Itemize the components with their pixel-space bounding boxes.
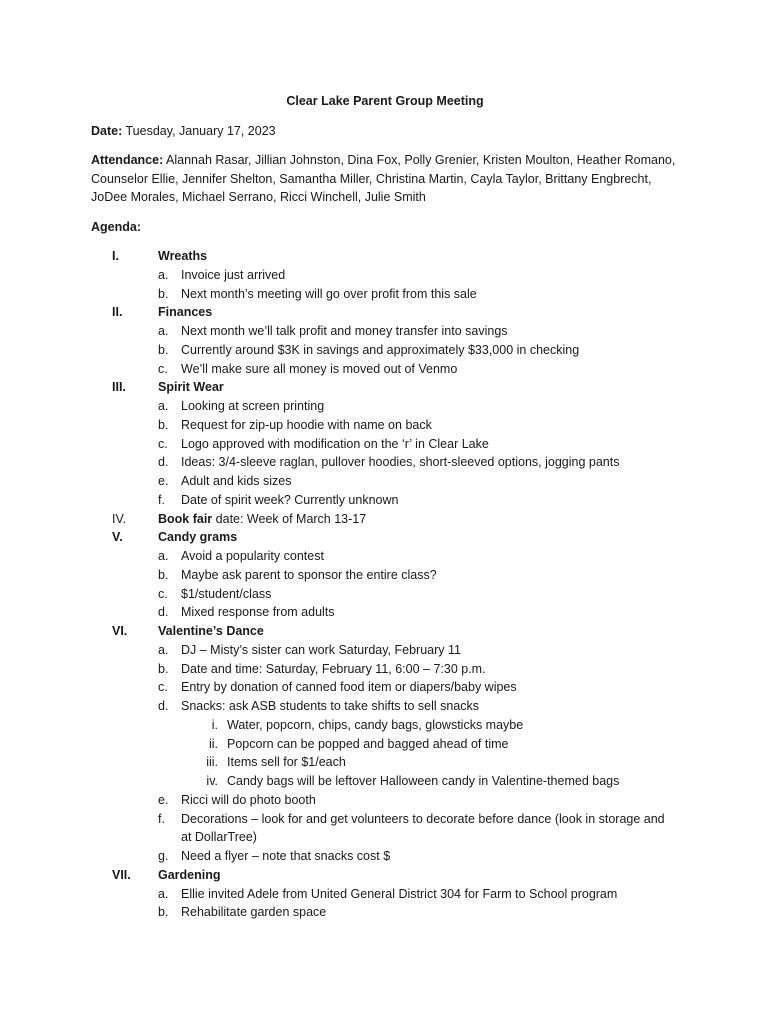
agenda-item (0, 566, 770, 585)
subitem-numeral: ii. (208, 736, 218, 751)
item-letter: d. (158, 455, 169, 470)
agenda-item (0, 322, 770, 341)
attendance-line: Counselor Ellie, Jennifer Shelton, Samantha Miller, Christina Martin, Cayla Taylor, Brittany Engbrecht, (91, 171, 652, 186)
agenda-item (0, 810, 770, 829)
section-numeral: II. (112, 305, 123, 320)
item-text: Snacks: ask ASB students to take shifts to sell snacks (181, 699, 480, 713)
agenda-item (0, 285, 770, 304)
section-title (158, 303, 212, 322)
item-text: Request for zip-up hoodie with name on back (181, 417, 432, 432)
item-letter: a. (158, 399, 169, 413)
agenda-list (0, 247, 770, 922)
item-text: Date and time: Saturday, February 11, 6:00 – 7:30 p.m. (181, 661, 486, 676)
item-text: Ricci will do photo booth (181, 792, 316, 807)
document-title: Clear Lake Parent Group Meeting (286, 94, 484, 108)
agenda-item (0, 435, 770, 454)
subitem-numeral: i. (211, 717, 218, 732)
item-letter: b. (158, 286, 169, 301)
item-letter: c. (158, 361, 168, 376)
agenda-item-continuation (0, 828, 770, 847)
agenda-section (0, 247, 770, 266)
section-title-text: Finances (158, 305, 213, 320)
agenda-subitem (0, 735, 770, 754)
attendance-line: Alannah Rasar, Jillian Johnston, Dina Fox, Polly Grenier, Kristen Moulton, Heather Romano, (166, 153, 676, 167)
item-letter: a. (158, 324, 169, 338)
item-letter: e. (158, 792, 169, 807)
item-letter: b. (158, 661, 169, 676)
section-title-suffix: date: Week of March 13-17 (212, 511, 367, 526)
agenda-subitem (0, 753, 770, 772)
item-text: Decorations – look for and get volunteers to decorate before dance (look in storage and (181, 811, 665, 826)
agenda-item (0, 547, 770, 566)
agenda-item (0, 472, 770, 491)
agenda-item (0, 360, 770, 379)
section-title (158, 510, 366, 529)
item-text: Entry by donation of canned food item or diapers/baby wipes (181, 680, 517, 695)
subitem-text: Water, popcorn, chips, candy bags, glowsticks maybe (227, 717, 524, 732)
agenda-item (0, 397, 770, 416)
section-title-text: Gardening (158, 867, 221, 882)
section-title-text: Candy grams (158, 530, 238, 545)
section-title (158, 866, 221, 885)
item-text: Rehabilitate garden space (181, 905, 327, 920)
item-letter: d. (158, 699, 169, 713)
section-title-text: Valentine’s Dance (158, 624, 264, 638)
agenda-item (0, 585, 770, 604)
subitem-numeral: iii. (206, 755, 218, 770)
item-letter: f. (158, 811, 165, 826)
agenda-item (0, 903, 770, 922)
section-title (158, 378, 224, 397)
section-title-text: Spirit Wear (158, 380, 224, 395)
agenda-item (0, 847, 770, 866)
section-numeral: VII. (112, 867, 131, 882)
attendance-line: JoDee Morales, Michael Serrano, Ricci Winchell, Julie Smith (91, 190, 426, 205)
section-title (158, 528, 237, 547)
item-letter: a. (158, 886, 169, 901)
item-letter: d. (158, 605, 169, 620)
agenda-section (0, 866, 770, 885)
item-letter: c. (158, 586, 168, 601)
item-letter: b. (158, 567, 169, 582)
subitem-text: Popcorn can be popped and bagged ahead of time (227, 736, 509, 751)
item-letter: a. (158, 642, 169, 657)
agenda-section (0, 303, 770, 322)
item-letter: c. (158, 680, 168, 695)
item-text: We’ll make sure all money is moved out of Venmo (181, 361, 458, 376)
agenda-item (0, 453, 770, 472)
agenda-item (0, 416, 770, 435)
item-text: at DollarTree) (181, 830, 257, 845)
item-text: DJ – Misty’s sister can work Saturday, February 11 (181, 642, 461, 657)
item-text: Ellie invited Adele from United General District 304 for Farm to School program (181, 886, 618, 901)
item-letter: f. (158, 492, 165, 507)
date-value: Tuesday, January 17, 2023 (125, 124, 276, 138)
agenda-section (0, 378, 770, 397)
agenda-item (0, 791, 770, 810)
section-numeral: V. (112, 530, 123, 545)
section-title (158, 247, 207, 266)
item-text: Logo approved with modification on the ‘r’ in Clear Lake (181, 436, 489, 451)
item-text: $1/student/class (181, 586, 272, 601)
section-title (158, 622, 264, 641)
item-letter: b. (158, 905, 169, 920)
item-text: Currently around $3K in savings and approximately $33,000 in checking (181, 342, 580, 357)
agenda-section (0, 528, 770, 547)
item-letter: c. (158, 436, 168, 451)
item-letter: b. (158, 417, 169, 432)
date-label: Date: (91, 124, 123, 138)
item-letter: a. (158, 549, 169, 563)
item-text: Date of spirit week? Currently unknown (181, 492, 399, 507)
agenda-item (0, 885, 770, 904)
agenda-section (0, 510, 770, 529)
item-letter: b. (158, 342, 169, 357)
section-numeral: III. (112, 380, 126, 395)
agenda-item (0, 678, 770, 697)
item-letter: g. (158, 849, 169, 863)
item-text: Maybe ask parent to sponsor the entire class? (181, 567, 437, 582)
agenda-section (0, 622, 770, 641)
section-numeral: VI. (112, 624, 128, 638)
subitem-text: Candy bags will be leftover Halloween candy in Valentine-themed bags (227, 774, 620, 788)
item-text: Avoid a popularity contest (181, 549, 324, 563)
agenda-item (0, 341, 770, 360)
date-line (91, 122, 691, 141)
agenda-item (0, 491, 770, 510)
item-text: Next month’s meeting will go over profit from this sale (181, 286, 477, 301)
attendance-label: Attendance: (91, 153, 164, 167)
item-letter: a. (158, 267, 169, 282)
agenda-item (0, 641, 770, 660)
item-text: Invoice just arrived (181, 267, 286, 282)
agenda-subitem (0, 772, 770, 791)
agenda-item (0, 660, 770, 679)
section-numeral: IV. (112, 511, 127, 526)
item-letter: e. (158, 474, 169, 488)
item-text: Ideas: 3/4-sleeve raglan, pullover hoodies, short-sleeved options, jogging pants (181, 455, 620, 470)
agenda-item (0, 697, 770, 716)
agenda-subitem (0, 716, 770, 735)
subitem-numeral: iv. (206, 774, 218, 788)
section-title-text: Book fair (158, 511, 213, 526)
section-title-text: Wreaths (158, 249, 208, 263)
subitem-text: Items sell for $1/each (227, 755, 346, 770)
item-text: Mixed response from adults (181, 605, 335, 620)
item-text: Need a flyer – note that snacks cost $ (181, 849, 391, 863)
item-text: Next month we’ll talk profit and money transfer into savings (181, 324, 508, 338)
item-text: Adult and kids sizes (181, 474, 292, 488)
agenda-label: Agenda: (91, 220, 141, 234)
item-text: Looking at screen printing (181, 399, 325, 413)
agenda-item (0, 266, 770, 285)
attendance-block (91, 151, 691, 207)
section-numeral: I. (112, 249, 119, 263)
agenda-item (0, 603, 770, 622)
